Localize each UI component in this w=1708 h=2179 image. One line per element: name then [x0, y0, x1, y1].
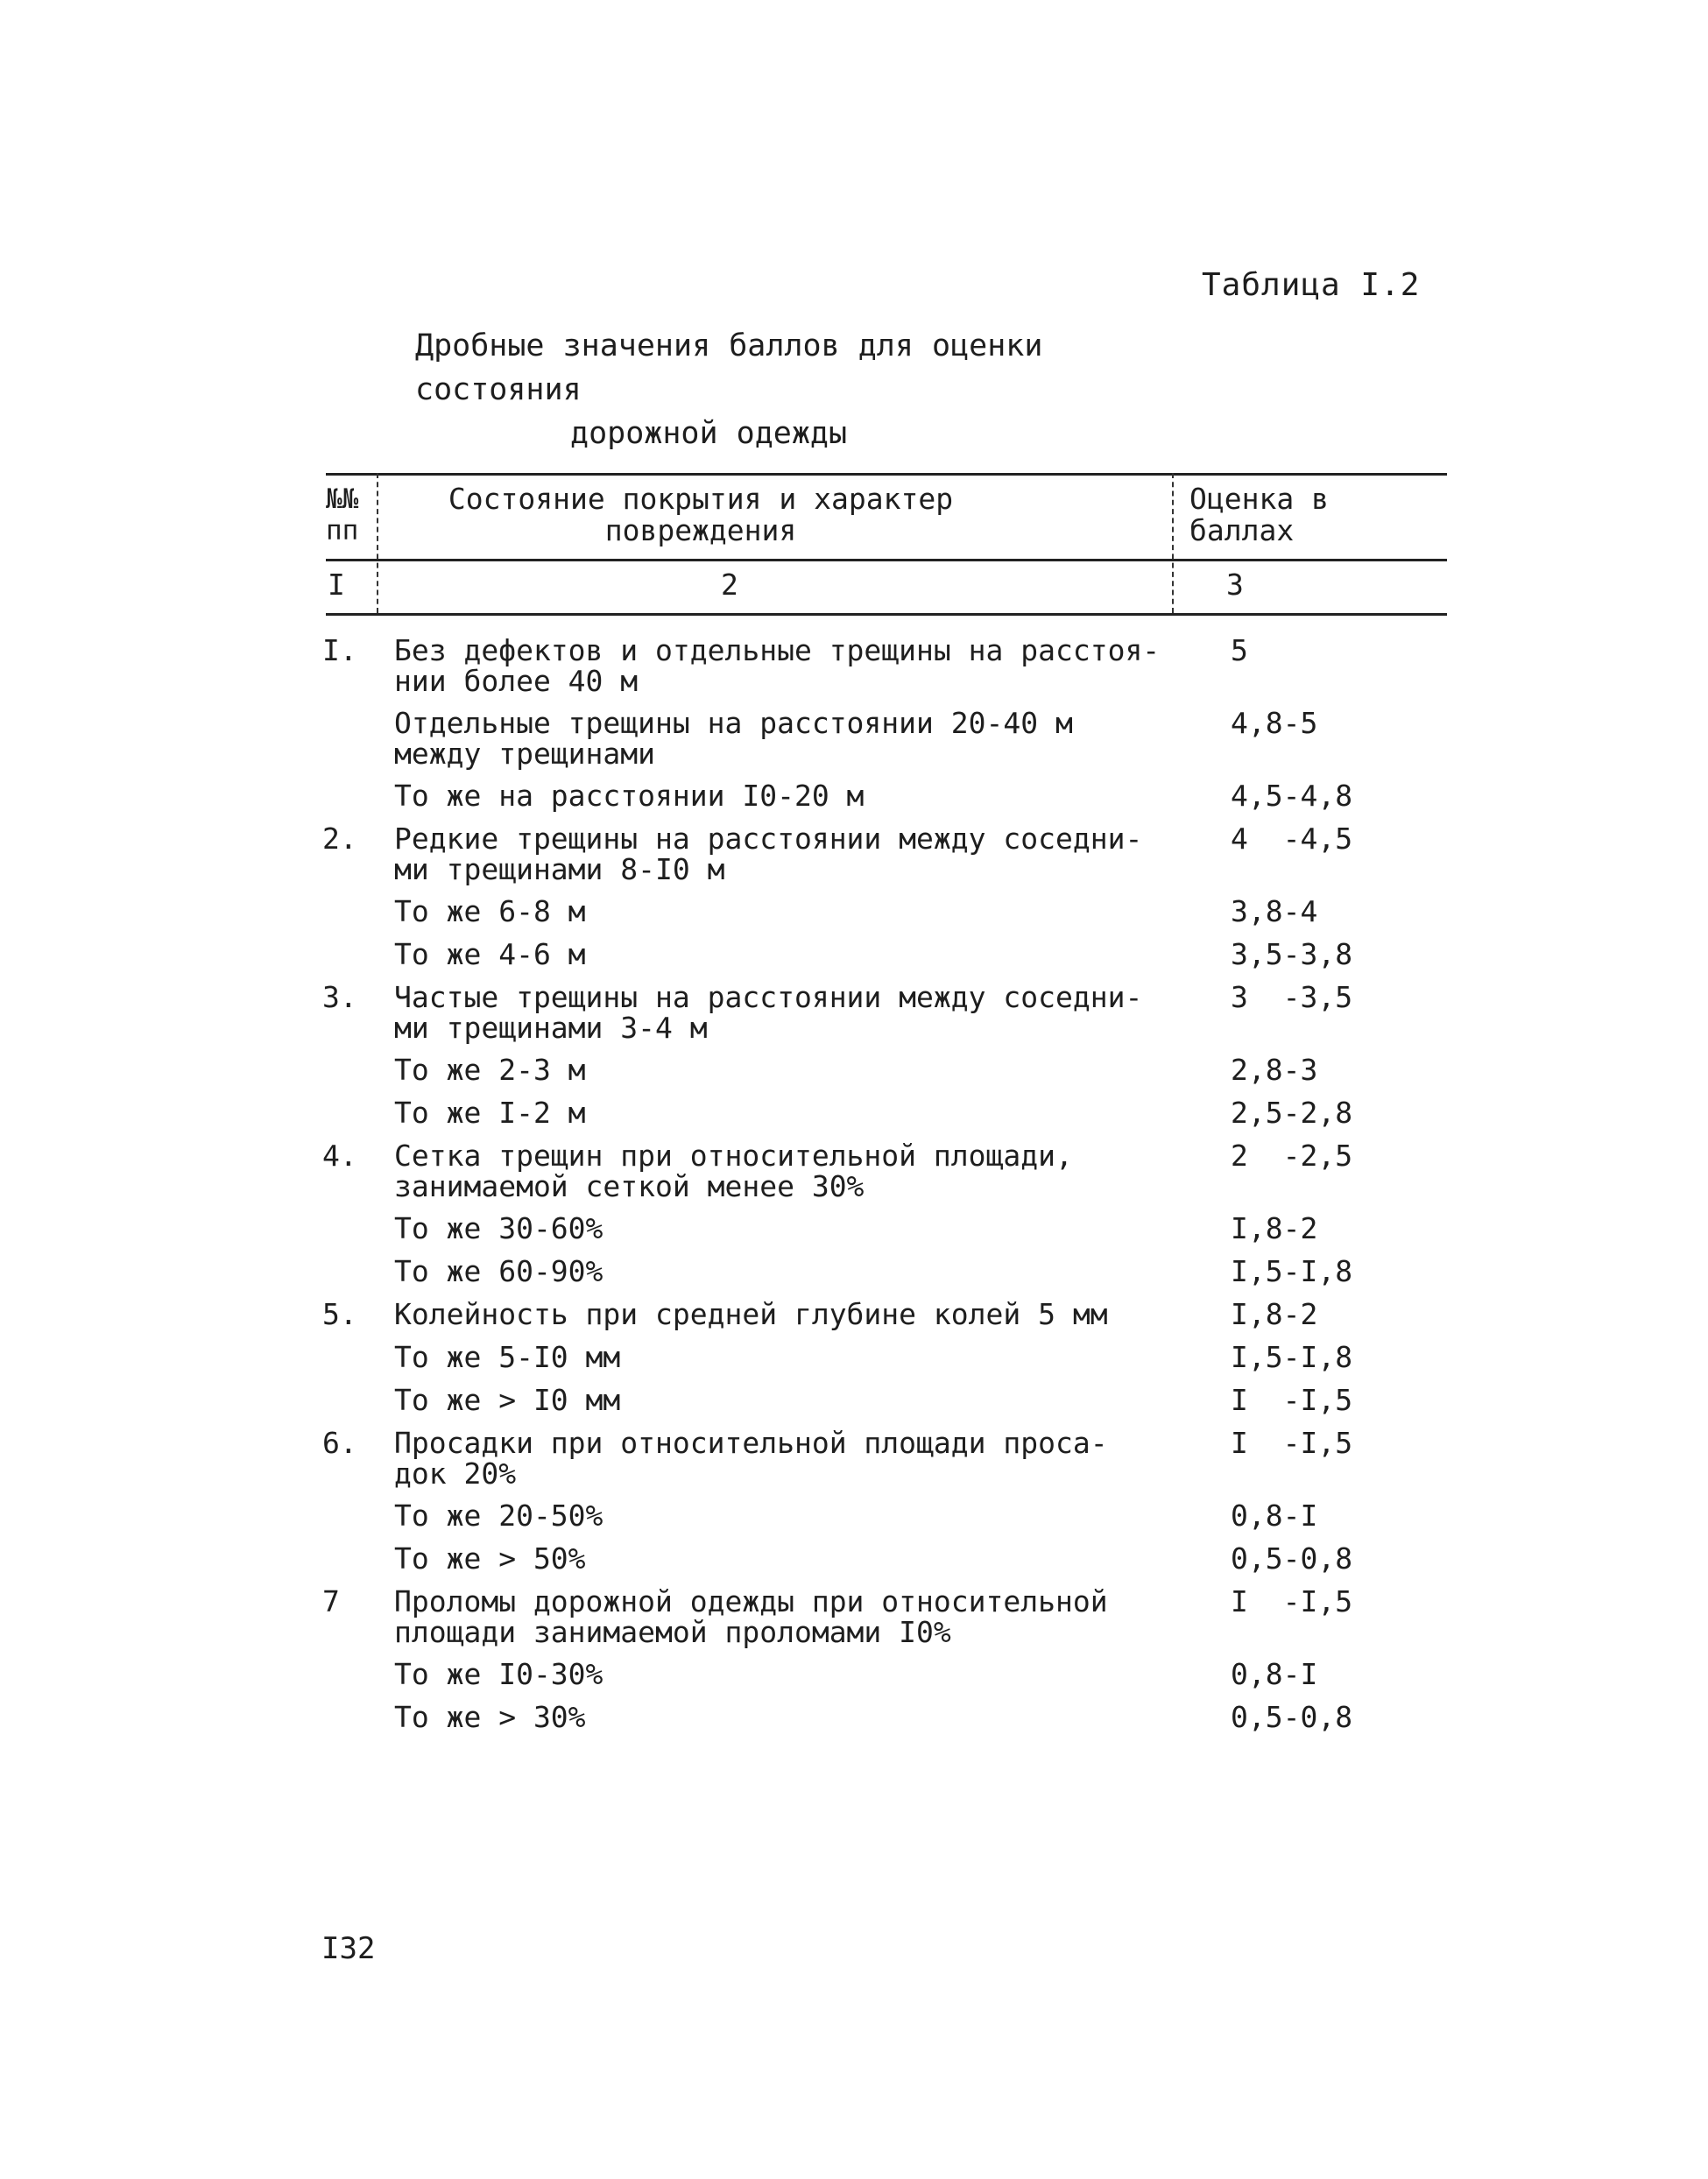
row-description: То же 5-I0 мм — [394, 1340, 621, 1374]
header-col-score: Оценка в баллах — [1189, 482, 1329, 547]
column-divider-2 — [1172, 473, 1174, 613]
column-divider-1 — [377, 473, 378, 613]
table-title — [415, 324, 1203, 455]
row-description: То же I0-30% — [394, 1657, 603, 1691]
row-number: I. — [322, 633, 357, 667]
header-number-3: 3 — [1226, 568, 1244, 602]
page-number: I32 — [321, 1931, 376, 1966]
row-description: Отдельные трещины на расстоянии 20-40 м между трещинами — [394, 706, 1073, 771]
row-description: То же 30-60% — [394, 1211, 603, 1245]
table-row — [322, 896, 1461, 939]
table-row — [322, 1054, 1461, 1097]
table-row — [322, 1500, 1461, 1543]
table-row — [322, 823, 1461, 896]
row-number: 3. — [322, 980, 357, 1014]
row-description: То же 20-50% — [394, 1499, 603, 1533]
header-number-2: 2 — [721, 568, 738, 602]
row-score: 4,5-4,8 — [1231, 779, 1353, 813]
table-row — [322, 1342, 1461, 1385]
row-description: То же на расстоянии I0-20 м — [394, 779, 865, 813]
table-row — [322, 1256, 1461, 1299]
row-description: То же 2-3 м — [394, 1053, 586, 1087]
row-score: I -I,5 — [1231, 1383, 1353, 1417]
table-row — [322, 1385, 1461, 1428]
row-score: 5 — [1231, 633, 1248, 667]
row-score: 2 -2,5 — [1231, 1139, 1353, 1173]
row-description: То же 60-90% — [394, 1254, 603, 1288]
table-top-rule — [326, 473, 1447, 476]
row-number: 2. — [322, 822, 357, 856]
row-score: 2,8-3 — [1231, 1053, 1318, 1087]
row-score: 0,8-I — [1231, 1657, 1318, 1691]
row-score: 3 -3,5 — [1231, 980, 1353, 1014]
row-score: 2,5-2,8 — [1231, 1096, 1353, 1130]
row-number: 7 — [322, 1584, 340, 1618]
row-description: То же I-2 м — [394, 1096, 586, 1130]
row-description: Колейность при средней глубине колей 5 мм — [394, 1297, 1108, 1331]
table-row — [322, 1659, 1461, 1702]
row-description: То же 6-8 м — [394, 894, 586, 928]
row-score: I -I,5 — [1231, 1584, 1353, 1618]
row-score: 3,5-3,8 — [1231, 937, 1353, 971]
table-row — [322, 1097, 1461, 1140]
row-description: Редкие трещины на расстоянии между соседни- ми трещинами 8-I0 м — [394, 822, 1143, 886]
row-description: Сетка трещин при относительной площади, занимаемой сеткой менее 30% — [394, 1139, 1073, 1203]
row-number: 6. — [322, 1426, 357, 1460]
row-score: I,8-2 — [1231, 1297, 1318, 1331]
row-description: То же 4-6 м — [394, 937, 586, 971]
table-row — [322, 982, 1461, 1054]
table-row — [322, 708, 1461, 780]
row-description: То же > 30% — [394, 1700, 586, 1734]
row-description: То же > I0 мм — [394, 1383, 621, 1417]
title-line-2: дорожной одежды — [570, 416, 848, 451]
row-score: 0,5-0,8 — [1231, 1700, 1353, 1734]
row-description: Частые трещины на расстоянии между соседни- ми трещинами 3-4 м — [394, 980, 1143, 1045]
table-row — [322, 1299, 1461, 1342]
table-row — [322, 1140, 1461, 1213]
row-score: 4 -4,5 — [1231, 822, 1353, 856]
row-number: 5. — [322, 1297, 357, 1331]
row-description: Просадки при относительной площади проса- док 20% — [394, 1426, 1108, 1491]
table-label: Таблица I.2 — [1202, 267, 1421, 303]
table-body — [322, 635, 1461, 1745]
table-row — [322, 1702, 1461, 1745]
table-row — [322, 939, 1461, 982]
header-col-condition: Состояние покрытия и характер повреждения — [448, 482, 954, 547]
row-description: Проломы дорожной одежды при относительной площади занимаемой проломами I0% — [394, 1584, 1108, 1649]
row-description: Без дефектов и отдельные трещины на расстоя- нии более 40 м — [394, 633, 1161, 698]
row-number: 4. — [322, 1139, 357, 1173]
row-score: I,5-I,8 — [1231, 1254, 1353, 1288]
row-score: I -I,5 — [1231, 1426, 1353, 1460]
row-score: 0,5-0,8 — [1231, 1541, 1353, 1576]
numbering-rule — [326, 613, 1447, 616]
table-row — [322, 1586, 1461, 1659]
row-score: 0,8-I — [1231, 1499, 1318, 1533]
header-number-1: I — [328, 568, 345, 602]
table-row — [322, 1543, 1461, 1586]
row-score: 3,8-4 — [1231, 894, 1318, 928]
header-col-number: №№ пп — [326, 483, 359, 547]
table-row — [322, 1428, 1461, 1500]
row-score: 4,8-5 — [1231, 706, 1318, 740]
table-row — [322, 780, 1461, 823]
table-row — [322, 1213, 1461, 1256]
row-score: I,5-I,8 — [1231, 1340, 1353, 1374]
title-line-1: Дробные значения баллов для оценки состояния — [415, 328, 1043, 407]
header-rule — [326, 559, 1447, 561]
table-row — [322, 635, 1461, 708]
row-description: То же > 50% — [394, 1541, 586, 1576]
row-score: I,8-2 — [1231, 1211, 1318, 1245]
